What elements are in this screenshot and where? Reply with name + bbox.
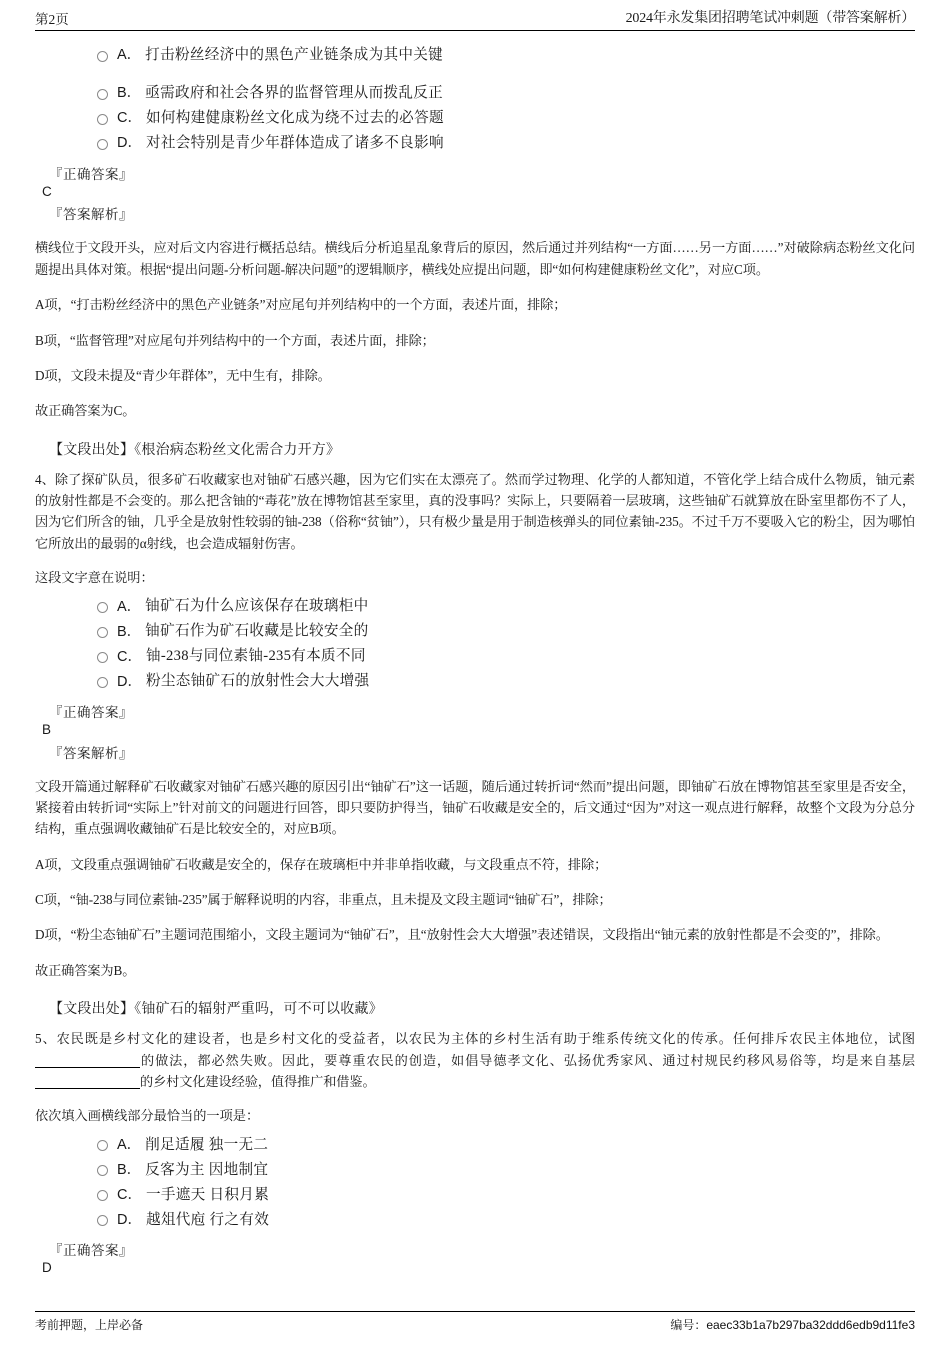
question5-stem-part3: 的乡村文化建设经验，值得推广和借鉴。 bbox=[140, 1073, 376, 1089]
source-title: 《根治病态粉丝文化需合力开方》 bbox=[134, 442, 341, 458]
analysis-option-d: D项，文段未提及“青少年群体”，无中生有，排除。 bbox=[35, 367, 331, 383]
fill-blank-1 bbox=[35, 1054, 140, 1068]
analysis-conclusion: 故正确答案为C。 bbox=[35, 403, 136, 419]
radio-button-icon[interactable] bbox=[97, 602, 108, 613]
analysis-paragraph: 文段开篇通过解释矿石收藏家对铀矿石感兴趣的原因引出“铀矿石”这一话题，随后通过转折词“然而”提出问题，即铀矿石放在博物馆甚至家里是否安全，紧接着由转折词“实际上”针对前文的问题进行回答，即只要防护得当，铀矿石收藏是安全的，后文通过“因为”对这一观点进行解释，故整个文段为分总分结构，重点强调收藏铀矿石是比较安全的，对应B项。 bbox=[35, 778, 915, 837]
option-text: 打击粉丝经济中的黑色产业链条成为其中关键 bbox=[145, 47, 444, 64]
correct-answer-label: 『正确答案』 bbox=[49, 167, 133, 183]
radio-button-icon[interactable] bbox=[97, 652, 108, 663]
option-item[interactable] bbox=[97, 106, 915, 131]
analysis-option-c: C项，“铀-238与同位素铀-235”属于解释说明的内容，非重点，且未提及文段主题词“铀矿石”，排除； bbox=[35, 892, 612, 907]
option-text: 对社会特别是青少年群体造成了诸多不良影响 bbox=[145, 135, 444, 152]
source-label: 【文段出处】 bbox=[49, 442, 135, 458]
radio-button-icon[interactable] bbox=[97, 1165, 108, 1176]
page-number: 第2页 bbox=[35, 11, 69, 27]
option-letter: D． bbox=[117, 673, 142, 690]
correct-answer-label: 『正确答案』 bbox=[49, 705, 133, 721]
option-letter: A． bbox=[117, 1136, 142, 1153]
option-text: 粉尘态铀矿石的放射性会大大增强 bbox=[145, 673, 370, 690]
option-item[interactable] bbox=[97, 1157, 915, 1182]
radio-button-icon[interactable] bbox=[97, 89, 108, 100]
option-item[interactable] bbox=[97, 1182, 915, 1207]
source-title: 《铀矿石的辐射严重吗，可不可以收藏》 bbox=[134, 1002, 383, 1018]
question4-stem: 4、除了探矿队员，很多矿石收藏家也对铀矿石感兴趣，因为它们实在太漂亮了。然而学过物理、化学的人都知道，不管化学上结合成什么物质，铀元素的放射性都是不会变的。那么把含铀的“毒花”放在博物馆甚至家里，真的没事吗？实际上，只要隔着一层玻璃，这些铀矿石就算放在卧室里都伤不了人，因为它们所含的铀，几乎全是放射性较弱的铀-238（俗称“贫铀”），只有极少量是用于制造核弹头的同位素铀-235。不过千万不要吸入它的粉尘，因为哪怕它所放出的最弱的α射线，也会造成辐射伤害。 bbox=[35, 471, 915, 551]
page-footer bbox=[35, 1311, 915, 1333]
analysis-option-b: B项，“监督管理”对应尾句并列结构中的一个方面，表述片面，排除； bbox=[35, 332, 435, 348]
option-text: 如何构建健康粉丝文化成为绕不过去的必答题 bbox=[145, 110, 444, 127]
source-line bbox=[49, 998, 915, 1018]
option-text: 铀矿石为什么应该保存在玻璃柜中 bbox=[145, 598, 369, 615]
analysis-option-a: A项，文段重点强调铀矿石收藏是安全的，保存在玻璃柜中并非单指收藏，与文段重点不符，排除； bbox=[35, 856, 608, 872]
radio-button-icon[interactable] bbox=[97, 1215, 108, 1226]
question3-options bbox=[35, 43, 915, 156]
question5-stem-part1: 5、农民既是乡村文化的建设者，也是乡村文化的受益者，以农民为主体的乡村生活有助于维系传统文化的传承。任何排斥农民主体地位，试图 bbox=[35, 1031, 915, 1047]
radio-button-icon[interactable] bbox=[97, 627, 108, 638]
question5-stem bbox=[35, 1028, 915, 1092]
option-item[interactable] bbox=[97, 669, 915, 694]
option-text: 越俎代庖 行之有效 bbox=[145, 1211, 270, 1228]
question5-prompt: 依次填入画横线部分最恰当的一项是： bbox=[35, 1108, 260, 1124]
option-letter: B． bbox=[117, 623, 142, 640]
question4-prompt: 这段文字意在说明： bbox=[35, 570, 154, 586]
analysis-paragraph: 横线位于文段开头，应对后文内容进行概括总结。横线后分析追星乱象背后的原因，然后通过并列结构“一方面……另一方面……”对破除病态粉丝文化问题提出具体对策。根据“提出问题-分析问题-解决问题”的逻辑顺序，横线处应提出问题，即“如何构建健康粉丝文化”，对应C项。 bbox=[35, 240, 915, 277]
question4-options bbox=[35, 594, 915, 694]
radio-button-icon[interactable] bbox=[97, 1140, 108, 1151]
footer-slogan: 考前押题，上岸必备 bbox=[35, 1318, 144, 1332]
option-letter: D． bbox=[117, 1211, 142, 1228]
source-line bbox=[49, 439, 915, 459]
fill-blank-2 bbox=[35, 1075, 140, 1089]
option-item[interactable] bbox=[97, 644, 915, 669]
radio-button-icon[interactable] bbox=[97, 114, 108, 125]
option-text: 亟需政府和社会各界的监督管理从而拨乱反正 bbox=[145, 85, 444, 102]
option-item[interactable] bbox=[97, 619, 915, 644]
analysis-conclusion: 故正确答案为B。 bbox=[35, 962, 136, 978]
option-item[interactable] bbox=[97, 43, 915, 68]
option-item[interactable] bbox=[97, 1207, 915, 1232]
option-letter: A． bbox=[117, 598, 142, 615]
answer-analysis-label: 『答案解析』 bbox=[49, 745, 133, 761]
option-item[interactable] bbox=[97, 81, 915, 106]
correct-answer-value: C bbox=[42, 184, 52, 200]
correct-answer-label: 『正确答案』 bbox=[49, 1243, 133, 1259]
answer-analysis-label: 『答案解析』 bbox=[49, 207, 133, 223]
radio-button-icon[interactable] bbox=[97, 1190, 108, 1201]
option-text: 铀-238与同位素铀-235有本质不同 bbox=[145, 648, 366, 665]
option-letter: B． bbox=[117, 85, 142, 102]
question5-stem-part2: 的做法，都必然失败。因此，要尊重农民的创造，如倡导德孝文化、弘扬优秀家风、通过村规民约移风易俗等，均是来自基层 bbox=[140, 1052, 915, 1068]
option-letter: C． bbox=[117, 1186, 142, 1203]
source-label: 【文段出处】 bbox=[49, 1002, 135, 1018]
radio-button-icon[interactable] bbox=[97, 677, 108, 688]
option-letter: D． bbox=[117, 135, 142, 152]
option-item[interactable] bbox=[97, 594, 915, 619]
radio-button-icon[interactable] bbox=[97, 51, 108, 62]
option-text: 铀矿石作为矿石收藏是比较安全的 bbox=[145, 623, 369, 640]
footer-code bbox=[670, 1316, 915, 1333]
document-title: 2024年永发集团招聘笔试冲刺题（带答案解析） bbox=[625, 11, 915, 26]
analysis-option-a: A项，“打击粉丝经济中的黑色产业链条”对应尾句并列结构中的一个方面，表述片面，排除； bbox=[35, 297, 567, 313]
option-letter: C． bbox=[117, 110, 142, 127]
footer-code-label: 编号： bbox=[670, 1318, 707, 1332]
radio-button-icon[interactable] bbox=[97, 139, 108, 150]
option-text: 一手遮天 日积月累 bbox=[145, 1186, 270, 1203]
analysis-option-d: D项，“粉尘态铀矿石”主题词范围缩小，文段主题词为“铀矿石”，且“放射性会大大增强”表述错误，文段指出“铀元素的放射性都是不会变的”，排除。 bbox=[35, 927, 889, 943]
option-item[interactable] bbox=[97, 1132, 915, 1157]
correct-answer-value: B bbox=[42, 722, 52, 738]
option-letter: B． bbox=[117, 1161, 142, 1178]
option-item[interactable] bbox=[97, 131, 915, 156]
question5-options bbox=[35, 1132, 915, 1232]
option-text: 削足适履 独一无二 bbox=[145, 1136, 269, 1153]
page-header bbox=[35, 10, 915, 31]
option-letter: A． bbox=[117, 47, 142, 64]
option-text: 反客为主 因地制宜 bbox=[145, 1161, 269, 1178]
page-content bbox=[35, 31, 915, 1277]
footer-code-value: eaec33b1a7b297ba32ddd6edb9d11fe3 bbox=[706, 1318, 915, 1332]
correct-answer-value: D bbox=[42, 1260, 52, 1276]
option-letter: C． bbox=[117, 648, 142, 665]
